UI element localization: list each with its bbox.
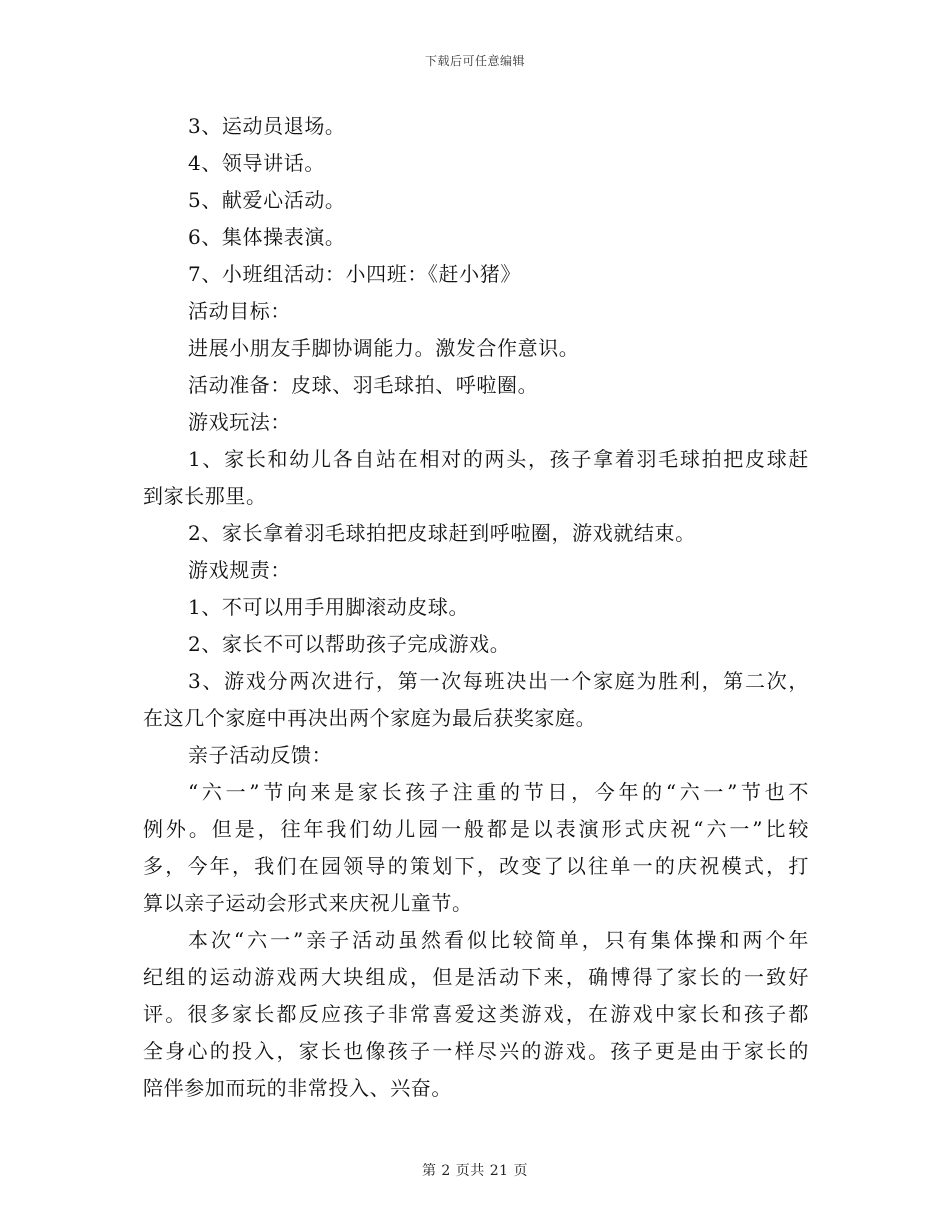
section-heading: 游戏规责： [188, 558, 291, 582]
text-line: 本次“六一”亲子活动虽然看似比较简单，只有集体操和两个年 [188, 928, 809, 952]
text-line: 例外。但是，往年我们幼儿园一般都是以表演形式庆祝“六一”比较 [143, 817, 809, 841]
text-line: 3、游戏分两次进行，第一次每班决出一个家庭为胜利，第二次， [188, 669, 809, 693]
text-line: 1、不可以用手用脚滚动皮球。 [188, 595, 470, 619]
page-footer: 第 2 页共 21 页 [421, 1163, 529, 1179]
section-heading: 亲子活动反馈： [188, 743, 333, 767]
text-line: 多，今年，我们在园领导的策划下，改变了以往单一的庆祝模式，打 [143, 854, 809, 878]
section-heading: 活动目标： [188, 299, 291, 323]
text-line: 6、集体操表演。 [188, 225, 346, 249]
text-line: 7、小班组活动：小四班：《赶小猪》 [188, 262, 521, 286]
text-line: 进展小朋友手脚协调能力。激发合作意识。 [188, 336, 580, 360]
text-line: 4、领导讲话。 [188, 151, 325, 175]
text-line: 5、献爱心活动。 [188, 188, 346, 212]
text-line: 在这几个家庭中再决出两个家庭为最后获奖家庭。 [143, 706, 597, 730]
document-body [143, 108, 809, 1107]
text-line: 2、家长不可以帮助孩子完成游戏。 [188, 632, 511, 656]
text-line: 到家长那里。 [143, 484, 267, 508]
text-line: 陪伴参加而玩的非常投入、兴奋。 [143, 1076, 452, 1100]
text-line: 评。很多家长都反应孩子非常喜爱这类游戏，在游戏中家长和孩子都 [143, 1002, 809, 1026]
text-line: “六一”节向来是家长孩子注重的节日，今年的“六一”节也不 [188, 780, 809, 804]
section-heading: 游戏玩法： [188, 410, 291, 434]
page-header: 下载后可任意编辑 [424, 54, 525, 68]
text-line: 2、家长拿着羽毛球拍把皮球赶到呼啦圈，游戏就结束。 [188, 521, 696, 545]
text-line: 3、运动员退场。 [188, 114, 346, 138]
text-line: 活动准备：皮球、羽毛球拍、呼啦圈。 [188, 373, 539, 397]
text-line: 算以亲子运动会形式来庆祝儿童节。 [143, 891, 473, 915]
text-line: 纪组的运动游戏两大块组成，但是活动下来，确博得了家长的一致好 [143, 965, 809, 989]
text-line: 全身心的投入，家长也像孩子一样尽兴的游戏。孩子更是由于家长的 [143, 1039, 809, 1063]
text-line: 1、家长和幼儿各自站在相对的两头，孩子拿着羽毛球拍把皮球赶 [188, 447, 809, 471]
